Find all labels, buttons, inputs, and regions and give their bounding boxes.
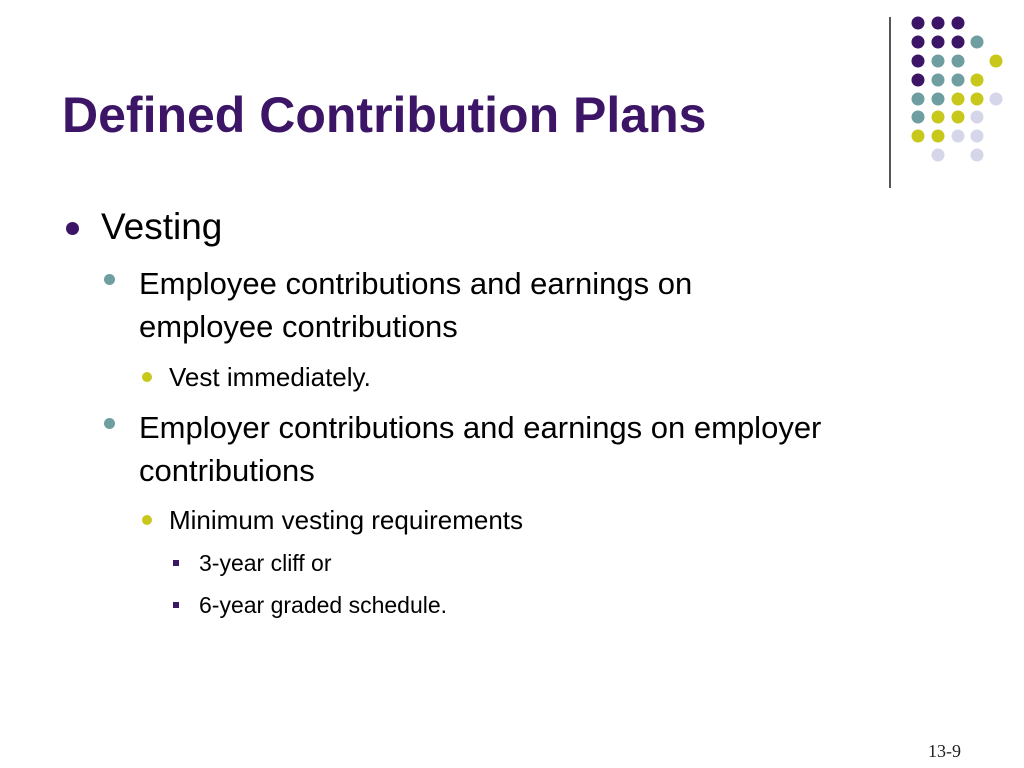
- decor-dot: [912, 130, 925, 143]
- decor-dot: [971, 36, 984, 49]
- decor-dot: [971, 74, 984, 87]
- bullet-dot-icon: [66, 222, 79, 235]
- bullet-text: 3-year cliff or: [199, 550, 332, 576]
- bullet-text: Employee contributions and earnings on employee contributions: [139, 266, 693, 345]
- decor-dot: [912, 55, 925, 68]
- bullet-text: Employer contributions and earnings on employer contributions: [139, 410, 822, 489]
- divider-line: [889, 17, 891, 188]
- decor-dot: [952, 130, 965, 143]
- decor-dot: [952, 55, 965, 68]
- bullet-vesting: [66, 204, 222, 250]
- decor-dot: [990, 55, 1003, 68]
- decor-dot: [932, 74, 945, 87]
- decor-dot: [912, 36, 925, 49]
- decor-dot: [952, 111, 965, 124]
- decor-dot: [932, 130, 945, 143]
- bullet-text: 6-year graded schedule.: [199, 592, 448, 618]
- decor-dot: [952, 17, 965, 30]
- decor-dot: [912, 17, 925, 30]
- bullet-graded: [173, 591, 447, 620]
- bullet-text: Minimum vesting requirements: [169, 505, 524, 535]
- bullet-dot-icon: [142, 372, 152, 382]
- bullet-cliff: [173, 549, 332, 578]
- decor-dot: [990, 93, 1003, 106]
- bullet-vest-immediately: [142, 361, 371, 394]
- decor-dot: [971, 93, 984, 106]
- decor-dot: [952, 74, 965, 87]
- bullet-text: Vest immediately.: [169, 362, 371, 392]
- bullet-employer-contributions: [104, 406, 984, 493]
- decor-dot: [932, 111, 945, 124]
- decor-dot: [971, 111, 984, 124]
- bullet-employee-contributions: [104, 262, 824, 349]
- bullet-dot-icon: [104, 418, 115, 429]
- decor-dot: [912, 93, 925, 106]
- bullet-square-icon: [173, 560, 179, 566]
- bullet-minimum-vesting: [142, 504, 523, 537]
- bullet-text: Vesting: [101, 206, 223, 247]
- decor-dot: [912, 74, 925, 87]
- bullet-square-icon: [173, 602, 179, 608]
- decor-dot: [952, 36, 965, 49]
- bullet-dot-icon: [104, 274, 115, 285]
- decor-dot: [971, 130, 984, 143]
- decor-dot: [952, 93, 965, 106]
- bullet-dot-icon: [142, 515, 152, 525]
- decor-dot: [932, 55, 945, 68]
- decor-dot: [932, 17, 945, 30]
- decor-dot: [971, 149, 984, 162]
- decor-dot: [912, 111, 925, 124]
- slide-title: Defined Contribution Plans: [62, 87, 707, 143]
- slide-number: 13-9: [928, 741, 961, 761]
- decor-dot: [932, 36, 945, 49]
- decor-dot: [932, 149, 945, 162]
- decor-dot: [932, 93, 945, 106]
